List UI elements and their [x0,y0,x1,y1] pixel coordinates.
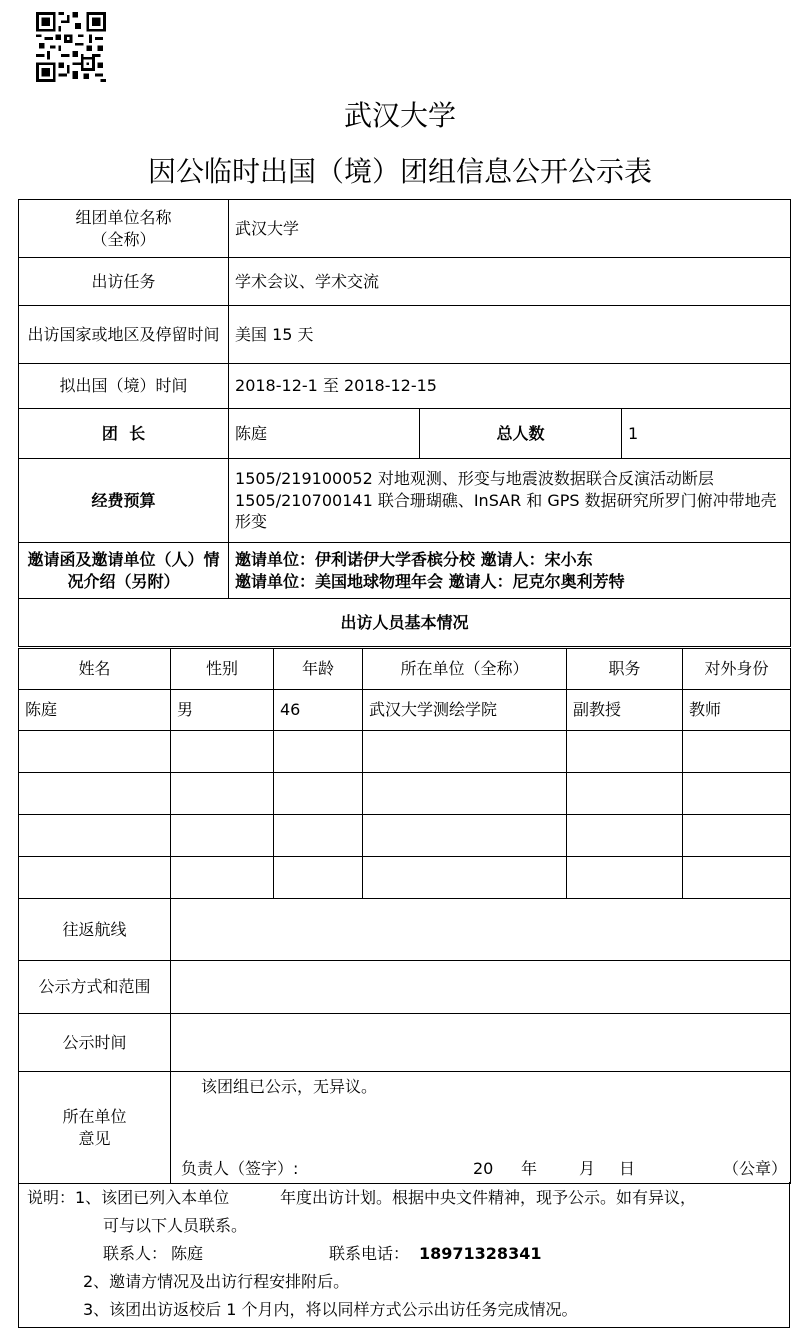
members-header-age: 年龄 [274,649,363,690]
member-unit [363,773,567,815]
member-identity [683,731,791,773]
unit-name-value: 武汉大学 [229,200,791,258]
members-header-name: 姓名 [19,649,171,690]
member-identity: 教师 [683,690,791,731]
opinion-label-line1: 所在单位 [62,1106,127,1126]
member-age [274,857,363,899]
member-title [567,773,683,815]
signature-year: 20 [473,1159,494,1178]
document-subtitle: 因公临时出国（境）团组信息公开公示表 [147,155,652,188]
contact-phone: 18971328341 [419,1244,542,1263]
contact-label: 联系人： [103,1244,168,1263]
scope-label: 公示方式和范围 [19,961,171,1014]
table-row [19,690,791,731]
signature-year-unit: 年 [521,1159,538,1178]
official-seal-label: （公章） [723,1159,788,1178]
document-title: 武汉大学 [343,99,456,132]
task-label: 出访任务 [19,258,229,306]
leader-label: 团 长 [19,409,229,459]
member-name [19,731,171,773]
member-identity [683,857,791,899]
opinion-text: 该团组已公示，无异议。 [201,1077,378,1096]
date-value: 2018-12-1 至 2018-12-15 [229,364,791,409]
members-section-title: 出访人员基本情况 [19,599,791,647]
table-row [19,731,791,773]
member-identity [683,773,791,815]
member-name: 陈庭 [19,690,171,731]
member-gender [171,857,274,899]
unit-name-label-line1: 组团单位名称 [75,207,172,227]
total-label: 总人数 [420,409,622,459]
table-row [19,815,791,857]
members-header-unit: 所在单位（全称） [363,649,567,690]
member-gender [171,815,274,857]
member-gender [171,773,274,815]
leader-value: 陈庭 [229,409,420,459]
qr-code-image [36,12,106,82]
member-name [19,773,171,815]
budget-label: 经费预算 [19,459,229,543]
notes-line-2: 可与以下人员联系。 [103,1216,248,1235]
member-unit: 武汉大学测绘学院 [363,690,567,731]
invite-item-2: 邀请单位：美国地球物理年会 邀请人：尼克尔奥利芳特 [235,571,625,591]
opinion-cell [171,1072,791,1184]
notes-line-4: 2、邀请方情况及出访行程安排附后。 [83,1272,350,1291]
notes-line-1: 说明：1、该团已列入本单位 年度出访计划。根据中央文件精神，现予公示。如有异议， [27,1188,697,1207]
unit-name-label [19,200,229,258]
total-value: 1 [622,409,791,459]
member-gender: 男 [171,690,274,731]
member-age [274,815,363,857]
publish-time-value [171,1014,791,1072]
country-value: 美国 15 天 [229,306,791,364]
info-table [18,199,791,647]
signature-month-unit: 月 [579,1159,596,1178]
member-name [19,815,171,857]
member-age [274,731,363,773]
contact-name: 陈庭 [171,1244,204,1263]
notes-line-5: 3、该团出访返校后 1 个月内，将以同样方式公示出访任务完成情况。 [83,1300,578,1319]
member-title [567,857,683,899]
member-unit [363,731,567,773]
notes-box [18,1182,790,1328]
route-value [171,899,791,961]
members-header-gender: 性别 [171,649,274,690]
member-age [274,773,363,815]
members-header-identity: 对外身份 [683,649,791,690]
task-value: 学术会议、学术交流 [229,258,791,306]
invite-label: 邀请函及邀请单位（人）情况介绍（另附） [19,543,229,599]
budget-item-1: 1505/219100052 对地观测、形变与地震波数据联合反演活动断层 [235,469,714,489]
country-label: 出访国家或地区及停留时间 [19,306,229,364]
budget-item-2: 1505/210700141 联合珊瑚礁、InSAR 和 GPS 数据研究所罗门俯冲带地壳形变 [235,490,777,532]
opinion-label-line2: 意见 [78,1128,111,1148]
table-row [19,773,791,815]
member-title: 副教授 [567,690,683,731]
signature-day-unit: 日 [619,1159,636,1178]
route-label: 往返航线 [19,899,171,961]
date-label: 拟出国（境）时间 [19,364,229,409]
member-title [567,815,683,857]
member-unit [363,815,567,857]
members-header-title: 职务 [567,649,683,690]
member-name [19,857,171,899]
budget-value [229,459,791,543]
member-gender [171,731,274,773]
member-title [567,731,683,773]
member-identity [683,815,791,857]
phone-label: 联系电话： [329,1244,410,1263]
members-table [18,648,791,1184]
publish-time-label: 公示时间 [19,1014,171,1072]
member-unit [363,857,567,899]
table-row [19,857,791,899]
signature-label: 负责人（签字）: [181,1159,299,1178]
invite-item-1: 邀请单位：伊利诺伊大学香槟分校 邀请人：宋小东 [235,549,593,569]
scope-value [171,961,791,1014]
member-age: 46 [274,690,363,731]
opinion-label [19,1072,171,1184]
invite-value [229,543,791,599]
unit-name-label-line2: （全称） [91,229,156,249]
